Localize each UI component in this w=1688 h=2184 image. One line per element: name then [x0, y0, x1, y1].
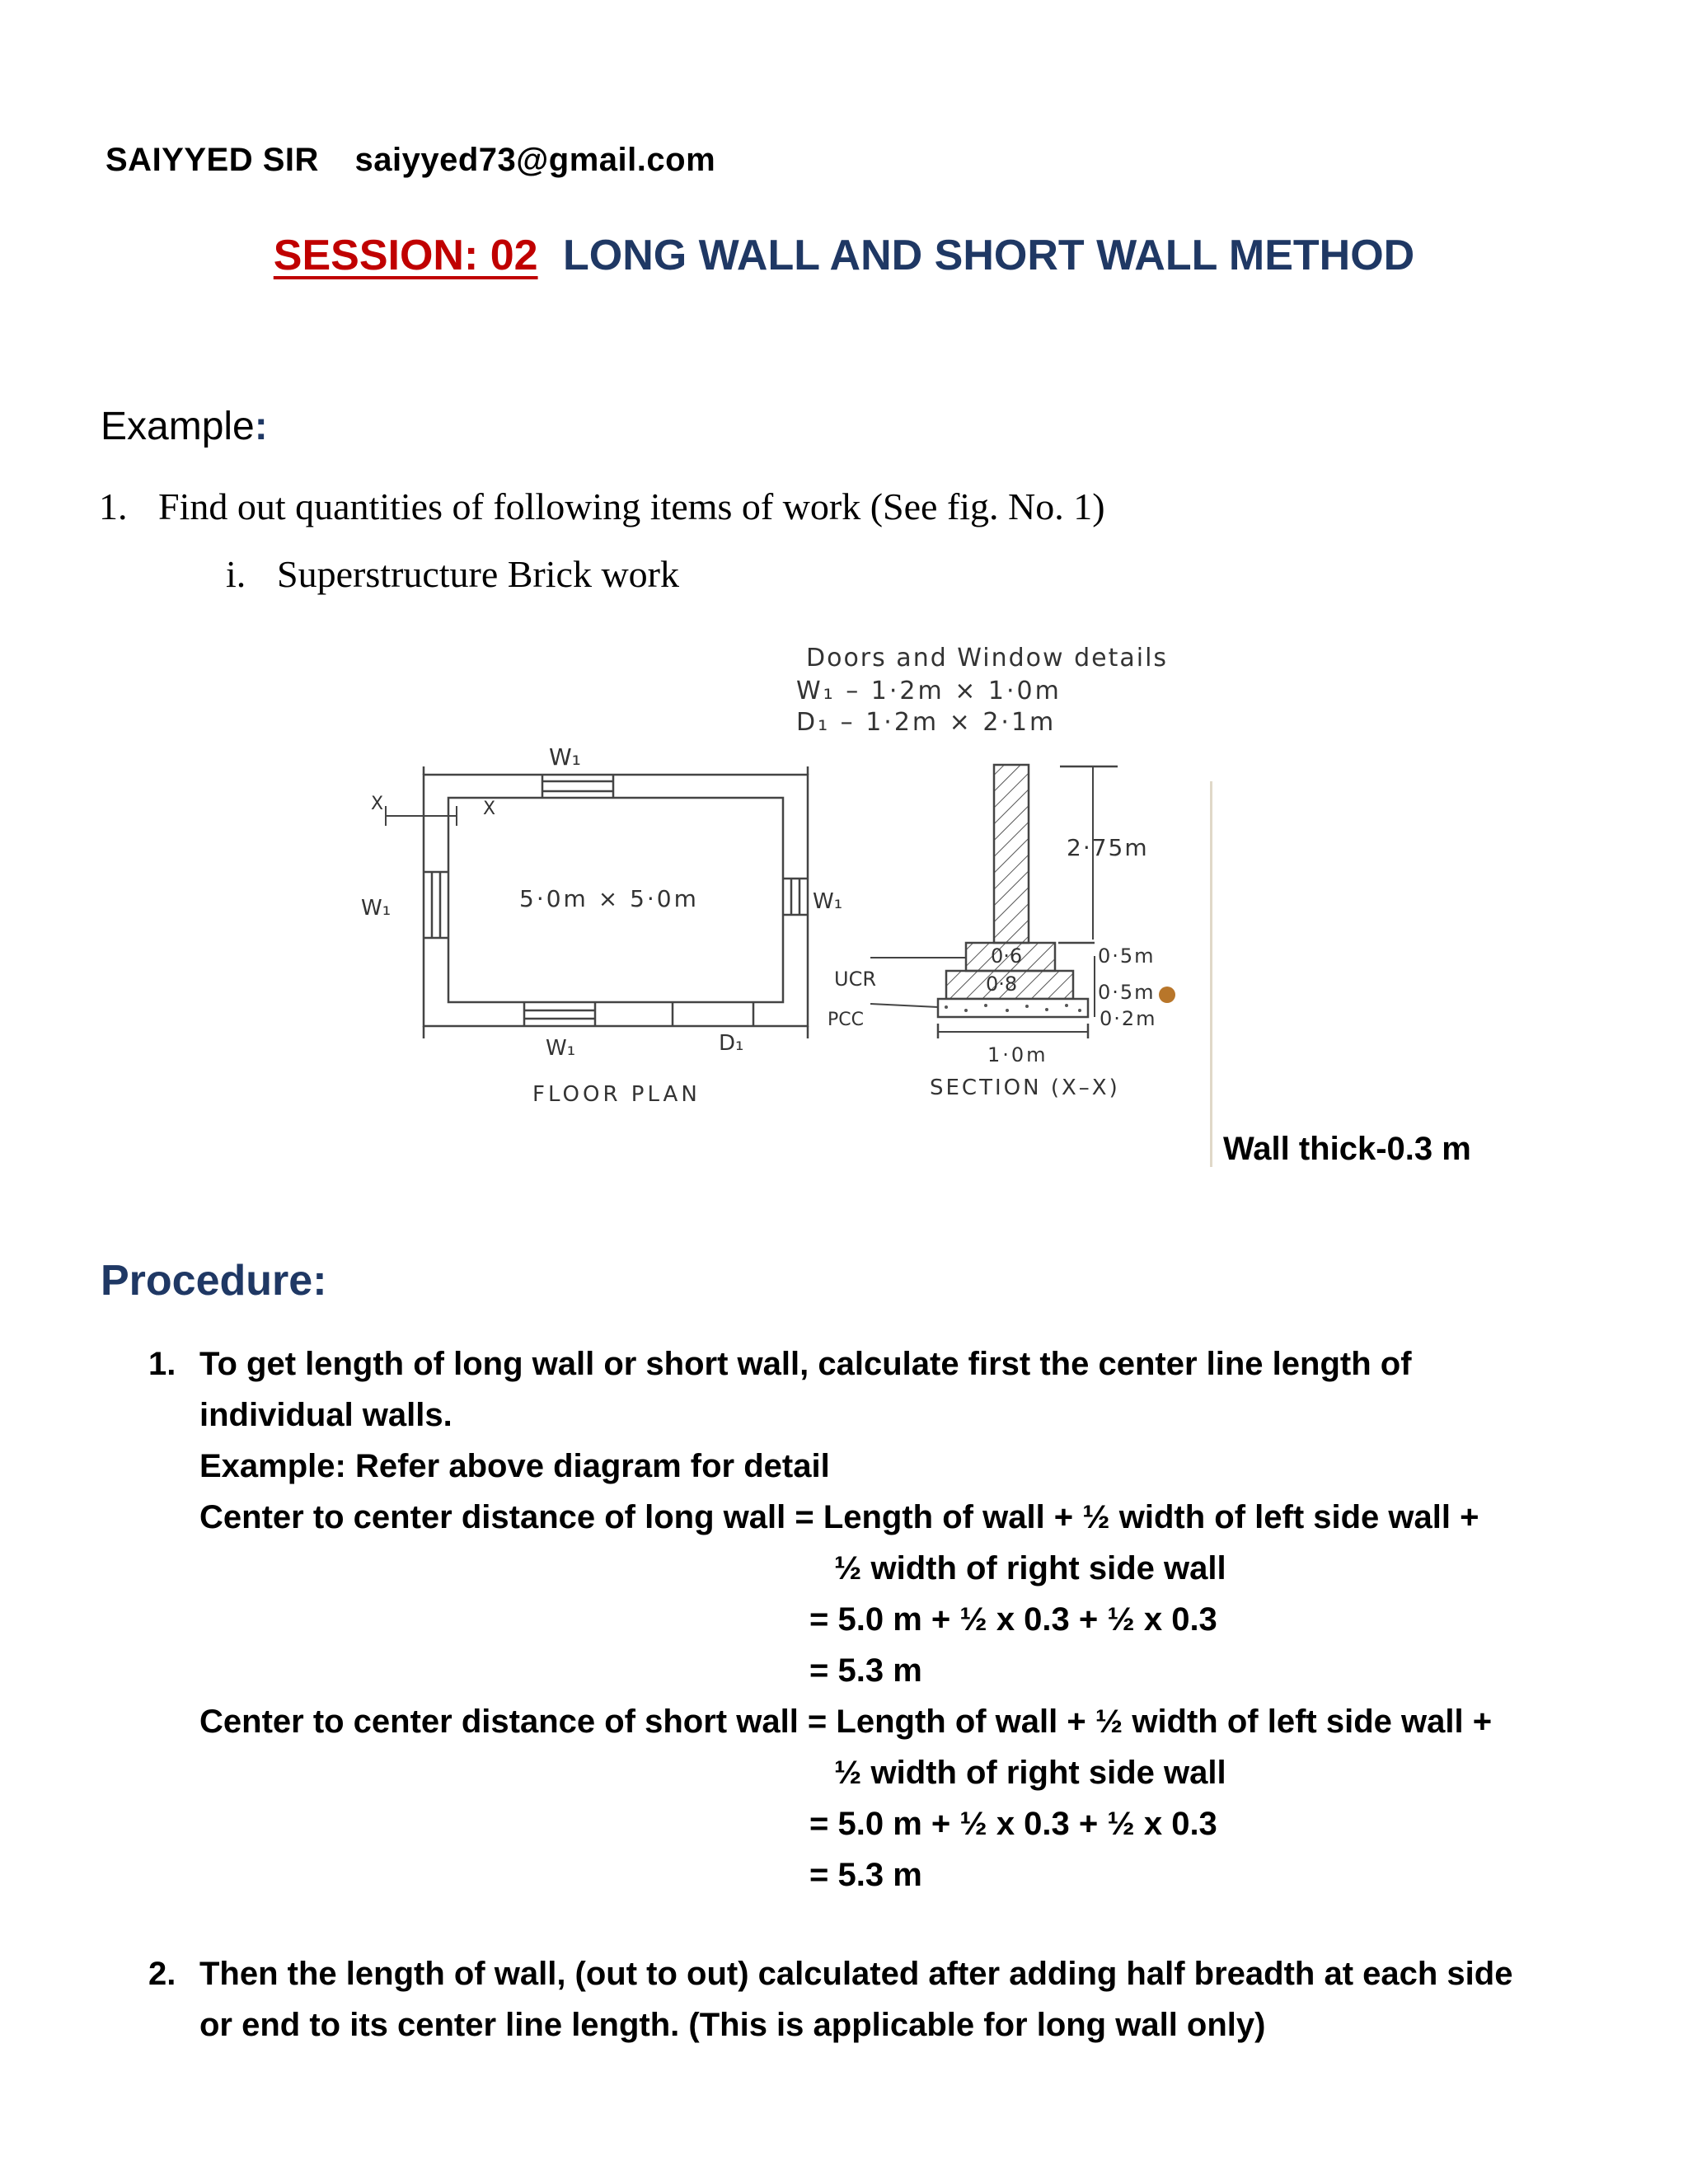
step-2-line-2: or end to its center line length. (This is applicable for long wall only): [199, 2007, 1266, 2043]
dim-02-label: 0·2m: [1100, 1007, 1157, 1030]
dim-06-label: 0·6: [991, 944, 1023, 968]
wall-thick-note: Wall thick-0.3 m: [1223, 1131, 1471, 1167]
d1-bottom-label: D₁: [719, 1031, 744, 1056]
title-heading: LONG WALL AND SHORT WALL METHOD: [563, 232, 1415, 279]
short-wall-formula: Center to center distance of short wall = Length of wall + ½ width of left side wall +: [199, 1704, 1493, 1740]
w1-top-label: W₁: [549, 743, 581, 771]
ucr-label: UCR: [834, 968, 876, 991]
figure-sketch: [302, 635, 1217, 1179]
example-label: Example: [101, 405, 255, 448]
step-2-number: 2.: [148, 1956, 176, 1992]
procedure-step-2: [148, 1948, 1617, 2050]
dim-10-label: 1·0m: [987, 1043, 1048, 1066]
w1-right-label: W₁: [813, 889, 843, 914]
long-wall-formula-cont: ½ width of right side wall: [834, 1550, 1226, 1586]
section-caption: SECTION (X–X): [930, 1076, 1120, 1100]
step-1-line-2: individual walls.: [199, 1397, 452, 1433]
d1-detail: D₁ – 1·2m × 2·1m: [796, 708, 1057, 737]
question-item: [99, 485, 1105, 528]
long-wall-substitution: = 5.0 m + ½ x 0.3 + ½ x 0.3: [809, 1601, 1217, 1638]
x-mark-left: X: [371, 794, 384, 814]
question-subitem: [226, 552, 679, 596]
room-size-label: 5·0m × 5·0m: [519, 885, 699, 912]
long-wall-formula: Center to center distance of long wall = Length of wall + ½ width of left side wall +: [199, 1499, 1479, 1535]
pcc-label: PCC: [828, 1010, 864, 1030]
short-wall-substitution: = 5.0 m + ½ x 0.3 + ½ x 0.3: [809, 1806, 1217, 1842]
author-name: SAIYYED SIR: [106, 142, 319, 178]
short-wall-formula-cont: ½ width of right side wall: [834, 1755, 1226, 1791]
step-2-line-1: Then the length of wall, (out to out) calculated after adding half breadth at each side: [199, 1956, 1513, 1992]
step-1-example: Example: Refer above diagram for detail: [199, 1448, 830, 1484]
step-1-number: 1.: [148, 1346, 176, 1382]
dim-05a-label: 0·5m: [1098, 944, 1156, 968]
author-email: saiyyed73@gmail.com: [354, 142, 716, 178]
session-label: SESSION: 02: [273, 232, 538, 279]
w1-bottom-label: W₁: [546, 1036, 576, 1061]
w1-detail: W₁ – 1·2m × 1·0m: [796, 677, 1062, 705]
question-sub-number: i.: [226, 553, 246, 595]
question-text: Find out quantities of following items of work (See fig. No. 1): [158, 485, 1105, 527]
figure-border: [1210, 781, 1212, 1167]
page-title: [0, 231, 1688, 280]
author-header: [106, 142, 742, 179]
dim-05b-label: 0·5m: [1098, 981, 1156, 1004]
marker-dot: [1159, 987, 1175, 1003]
short-wall-result: = 5.3 m: [809, 1857, 922, 1893]
step-1-line-1: To get length of long wall or short wall, calculate first the center line length of: [199, 1346, 1412, 1382]
section-drawing: [870, 765, 1118, 1038]
details-title: Doors and Window details: [806, 644, 1169, 673]
procedure-heading: Procedure:: [101, 1257, 327, 1305]
w1-left-label: W₁: [361, 896, 392, 921]
x-mark-inner: X: [483, 799, 496, 819]
height-label: 2·75m: [1067, 834, 1149, 861]
question-number: 1.: [99, 485, 128, 527]
long-wall-result: = 5.3 m: [809, 1652, 922, 1689]
dim-08-label: 0·8: [986, 972, 1018, 996]
question-sub-text: Superstructure Brick work: [277, 553, 679, 595]
example-heading: [101, 404, 268, 449]
floor-plan-caption: FLOOR PLAN: [532, 1082, 701, 1107]
example-colon: :: [254, 405, 268, 448]
procedure-step-1: [148, 1338, 1601, 1893]
